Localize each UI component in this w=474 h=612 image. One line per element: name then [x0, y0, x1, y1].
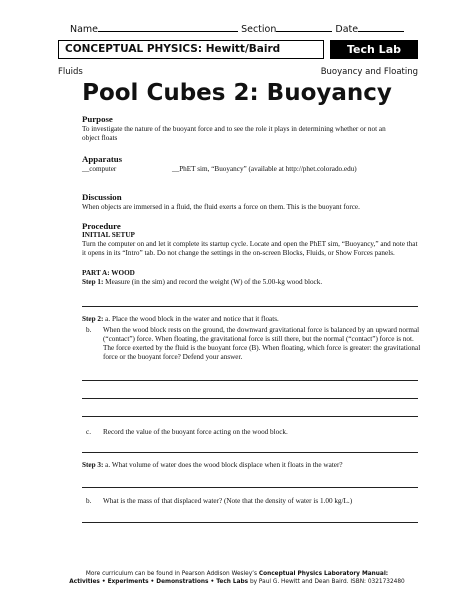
- step2-b-text: When the wood block rests on the ground, the downward gravitational force is balanced by an upward normal (“contact”) force. When floating, the gravitational force is still there, but the normal (“contact”) force is not. The force exerted by the fluid is the buoyant force (B). When floating, which force is greater: the gravitational force or the buoyant force? Defend your answer.: [103, 326, 421, 361]
- page-title: Pool Cubes 2: Buoyancy: [82, 80, 392, 106]
- footer-manual-subtitle: Activities • Experiments • Demonstrations • Tech Labs: [69, 579, 249, 585]
- header-fields: [70, 22, 404, 35]
- answer-line[interactable]: [82, 380, 418, 381]
- part-a-heading: PART A: WOOD: [82, 269, 135, 277]
- step2-text: a. Place the wood block in the water and notice that it floats.: [103, 315, 279, 323]
- footer-manual-title: Conceptual Physics Laboratory Manual:: [258, 571, 389, 577]
- step2-b-label: b.: [86, 326, 92, 334]
- discussion-text: When objects are immersed in a fluid, the fluid exerts a force on them. This is the buoyant force.: [82, 203, 360, 211]
- step2-label: Step 2:: [82, 315, 104, 323]
- step2-c-label: c.: [86, 428, 91, 436]
- step3: [82, 461, 420, 470]
- answer-line[interactable]: [82, 452, 418, 453]
- procedure-heading: Procedure: [82, 221, 121, 231]
- tech-lab-badge: Tech Lab: [330, 40, 418, 59]
- step1-text: Measure (in the sim) and record the weight (W) of the 5.00-kg wood block.: [103, 278, 323, 286]
- footer-line-2: [0, 578, 474, 586]
- step3-text: a. What volume of water does the wood block displace when it floats in the water?: [103, 461, 343, 469]
- initial-setup-heading: INITIAL SETUP: [82, 231, 135, 239]
- footer-authors: by Paul G. Hewitt and Dean Baird. ISBN: 0321732480: [248, 579, 405, 585]
- purpose-heading: Purpose: [82, 114, 113, 124]
- step2-c-text: Record the value of the buoyant force acting on the wood block.: [103, 428, 288, 436]
- date-blank[interactable]: [358, 22, 404, 32]
- date-label: Date: [335, 24, 359, 35]
- apparatus-item-computer: __computer: [82, 165, 117, 173]
- footer-prefix: More curriculum can be found in Pearson Addison Wesley’s: [85, 571, 259, 577]
- answer-line[interactable]: [82, 398, 418, 399]
- course-banner: [58, 40, 418, 59]
- step2: [82, 315, 420, 324]
- discussion-heading: Discussion: [82, 192, 122, 202]
- name-label: Name: [70, 24, 99, 35]
- section-label: Section: [241, 24, 277, 35]
- apparatus-item-phet: __PhET sim, “Buoyancy” (available at http://phet.colorado.edu): [172, 165, 357, 173]
- apparatus-heading: Apparatus: [82, 154, 123, 164]
- step3-b-label: b.: [86, 497, 92, 505]
- topic-left: Fluids: [58, 67, 83, 77]
- purpose-text: To investigate the nature of the buoyant force and to see the role it plays in determining whether or not an object floats: [82, 125, 386, 142]
- section-blank[interactable]: [276, 22, 332, 32]
- footer-credit: [0, 570, 474, 586]
- answer-line[interactable]: [82, 306, 418, 307]
- answer-line[interactable]: [82, 487, 418, 488]
- answer-line[interactable]: [82, 522, 418, 523]
- step1: [82, 278, 420, 287]
- footer-line-1: [0, 570, 474, 578]
- step3-label: Step 3:: [82, 461, 104, 469]
- step3-b-text: What is the mass of that displaced water? (Note that the density of water is 1.00 kg/L.): [103, 497, 353, 505]
- course-title: CONCEPTUAL PHYSICS: Hewitt/Baird: [58, 40, 324, 59]
- initial-setup-text: Turn the computer on and let it complete its startup cycle. Locate and open the PhET sim, “Buoyancy,” and note that it opens in its “Intro” tab. Do not change the settings in the on-screen Blocks, Fluids, or Show Forces panels.: [82, 240, 418, 257]
- answer-line[interactable]: [82, 416, 418, 417]
- step1-label: Step 1:: [82, 278, 104, 286]
- topic-right: Buoyancy and Floating: [320, 67, 418, 77]
- name-blank[interactable]: [98, 22, 238, 32]
